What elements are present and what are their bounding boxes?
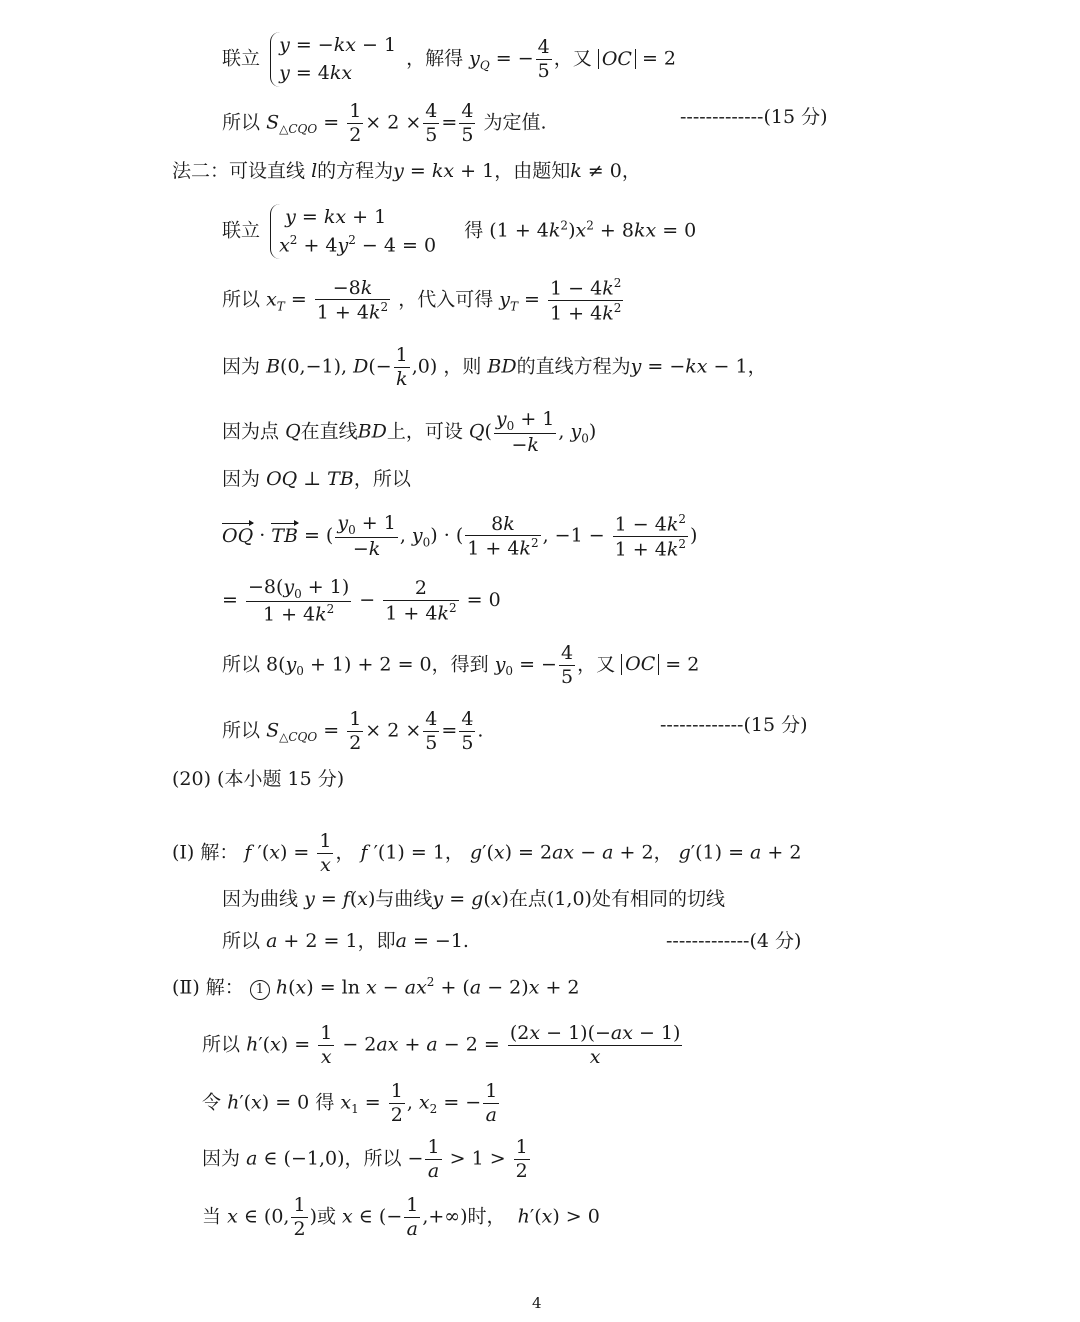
line-8: 因为 OQ ⊥ TB，所以 <box>222 468 411 490</box>
question-20-heading: (20) (本小题 15 分) <box>172 768 345 790</box>
part-2-line: (Ⅱ) 解： 1 $h(x) = \ln x - ax^2 + (a - 2)x + 2$ <box>172 975 580 999</box>
line-1: 联立 y = −kx − 1 y = 4kx ，解得 $y_Q$ = − $\frac{4}{5}$ ，又 OC = 2 <box>222 32 676 87</box>
line-14: 因为曲线 y = f(x)与曲线y = g(x)在点(1,0)处有相同的切线 <box>222 888 725 910</box>
line-11: 所以 $8(y_0 + 1) + 2 = 0$，得到 $y_0$ = − $\frac{4}{5}$ ，又 OC = 2 <box>222 642 700 688</box>
dot-product-result: = $\frac{-8(y_0 + 1)}{1 + 4k^2}$ − $\frac{2}{1 + 4k^2}$ = 0 <box>222 576 501 626</box>
page-number: 4 <box>532 1294 542 1312</box>
equation-system: y = −kx − 1 y = 4kx <box>270 32 400 87</box>
line-12: 所以 $S_{\triangle CQO}$ = $\frac{1}{2}$ × 2 × $\frac{4}{5}$ = $\frac{4}{5}$ . <box>222 708 484 754</box>
line-15: 所以 a + 2 = 1，即a = −1. <box>222 930 469 952</box>
circled-number: 1 <box>250 980 270 1000</box>
score-mark: -------------(15 分) <box>680 106 828 128</box>
line-17: 所以 h′(x) = $\frac{1}{x}$ − 2ax + a − 2 = $\frac{(2x - 1)(-ax - 1)}{x}$ <box>202 1022 681 1068</box>
line-2: 所以 $S_{\triangle CQO}$ = $\frac{1}{2}$ × 2 × $\frac{4}{5}$ = $\frac{4}{5}$ 为定值. <box>222 100 547 146</box>
method-2-heading: 法二：可设直线 l的方程为y = kx + 1，由题知k ≠ 0， <box>172 160 641 182</box>
line-5: 所以 $x_T$ = $\frac{-8k}{1 + 4k^2}$ ，代入可得 $y_T$ = $\frac{1 - 4k^2}{1 + 4k^2}$ <box>222 276 622 325</box>
dot-product-line: OQ · TB = ( $\frac{y_0 + 1}{-k}$ , $y_0$) · ( $\frac{8k}{1 + 4k^2}$ , −1 − $\frac{1 - 4k^2}{1 + 4k^2}$ ) <box>222 512 698 561</box>
line-19: 因为 a ∈ (−1,0)，所以 − $\frac{1}{a}$ > 1 > $\frac{1}{2}$ <box>202 1136 528 1182</box>
part-1-line: (Ⅰ) 解： f ′(x) = $\frac{1}{x}$ ， f ′(1) = 1， g′(x) = 2ax − a + 2， g′(1) = a + 2 <box>172 830 802 876</box>
line-6: 因为 B(0,−1), D(− $\frac{1}{k}$ ,0) ，则 BD的直线方程为y = −kx − 1， <box>222 344 767 390</box>
line-4: 联立 y = kx + 1 $x^2 + 4y^2 - 4 = 0$ 得 $(1 + 4k^2)x^2 + 8kx = 0$ <box>222 204 696 259</box>
score-mark: -------------(4 分) <box>666 930 802 952</box>
equation-system: y = kx + 1 $x^2 + 4y^2 - 4 = 0$ <box>270 204 440 259</box>
line-20: 当 x ∈ (0, $\frac{1}{2}$ )或 x ∈ (− $\frac{1}{a}$ ,+∞)时， h′(x) > 0 <box>202 1194 600 1240</box>
score-mark: -------------(15 分) <box>660 714 808 736</box>
line-18: 令 h′(x) = 0 得 $x_1$ = $\frac{1}{2}$ , $x_2$ = − $\frac{1}{a}$ <box>202 1080 498 1126</box>
line-7: 因为点 Q在直线BD上，可设 Q( $\frac{y_0 + 1}{-k}$ , $y_0$) <box>222 408 597 457</box>
